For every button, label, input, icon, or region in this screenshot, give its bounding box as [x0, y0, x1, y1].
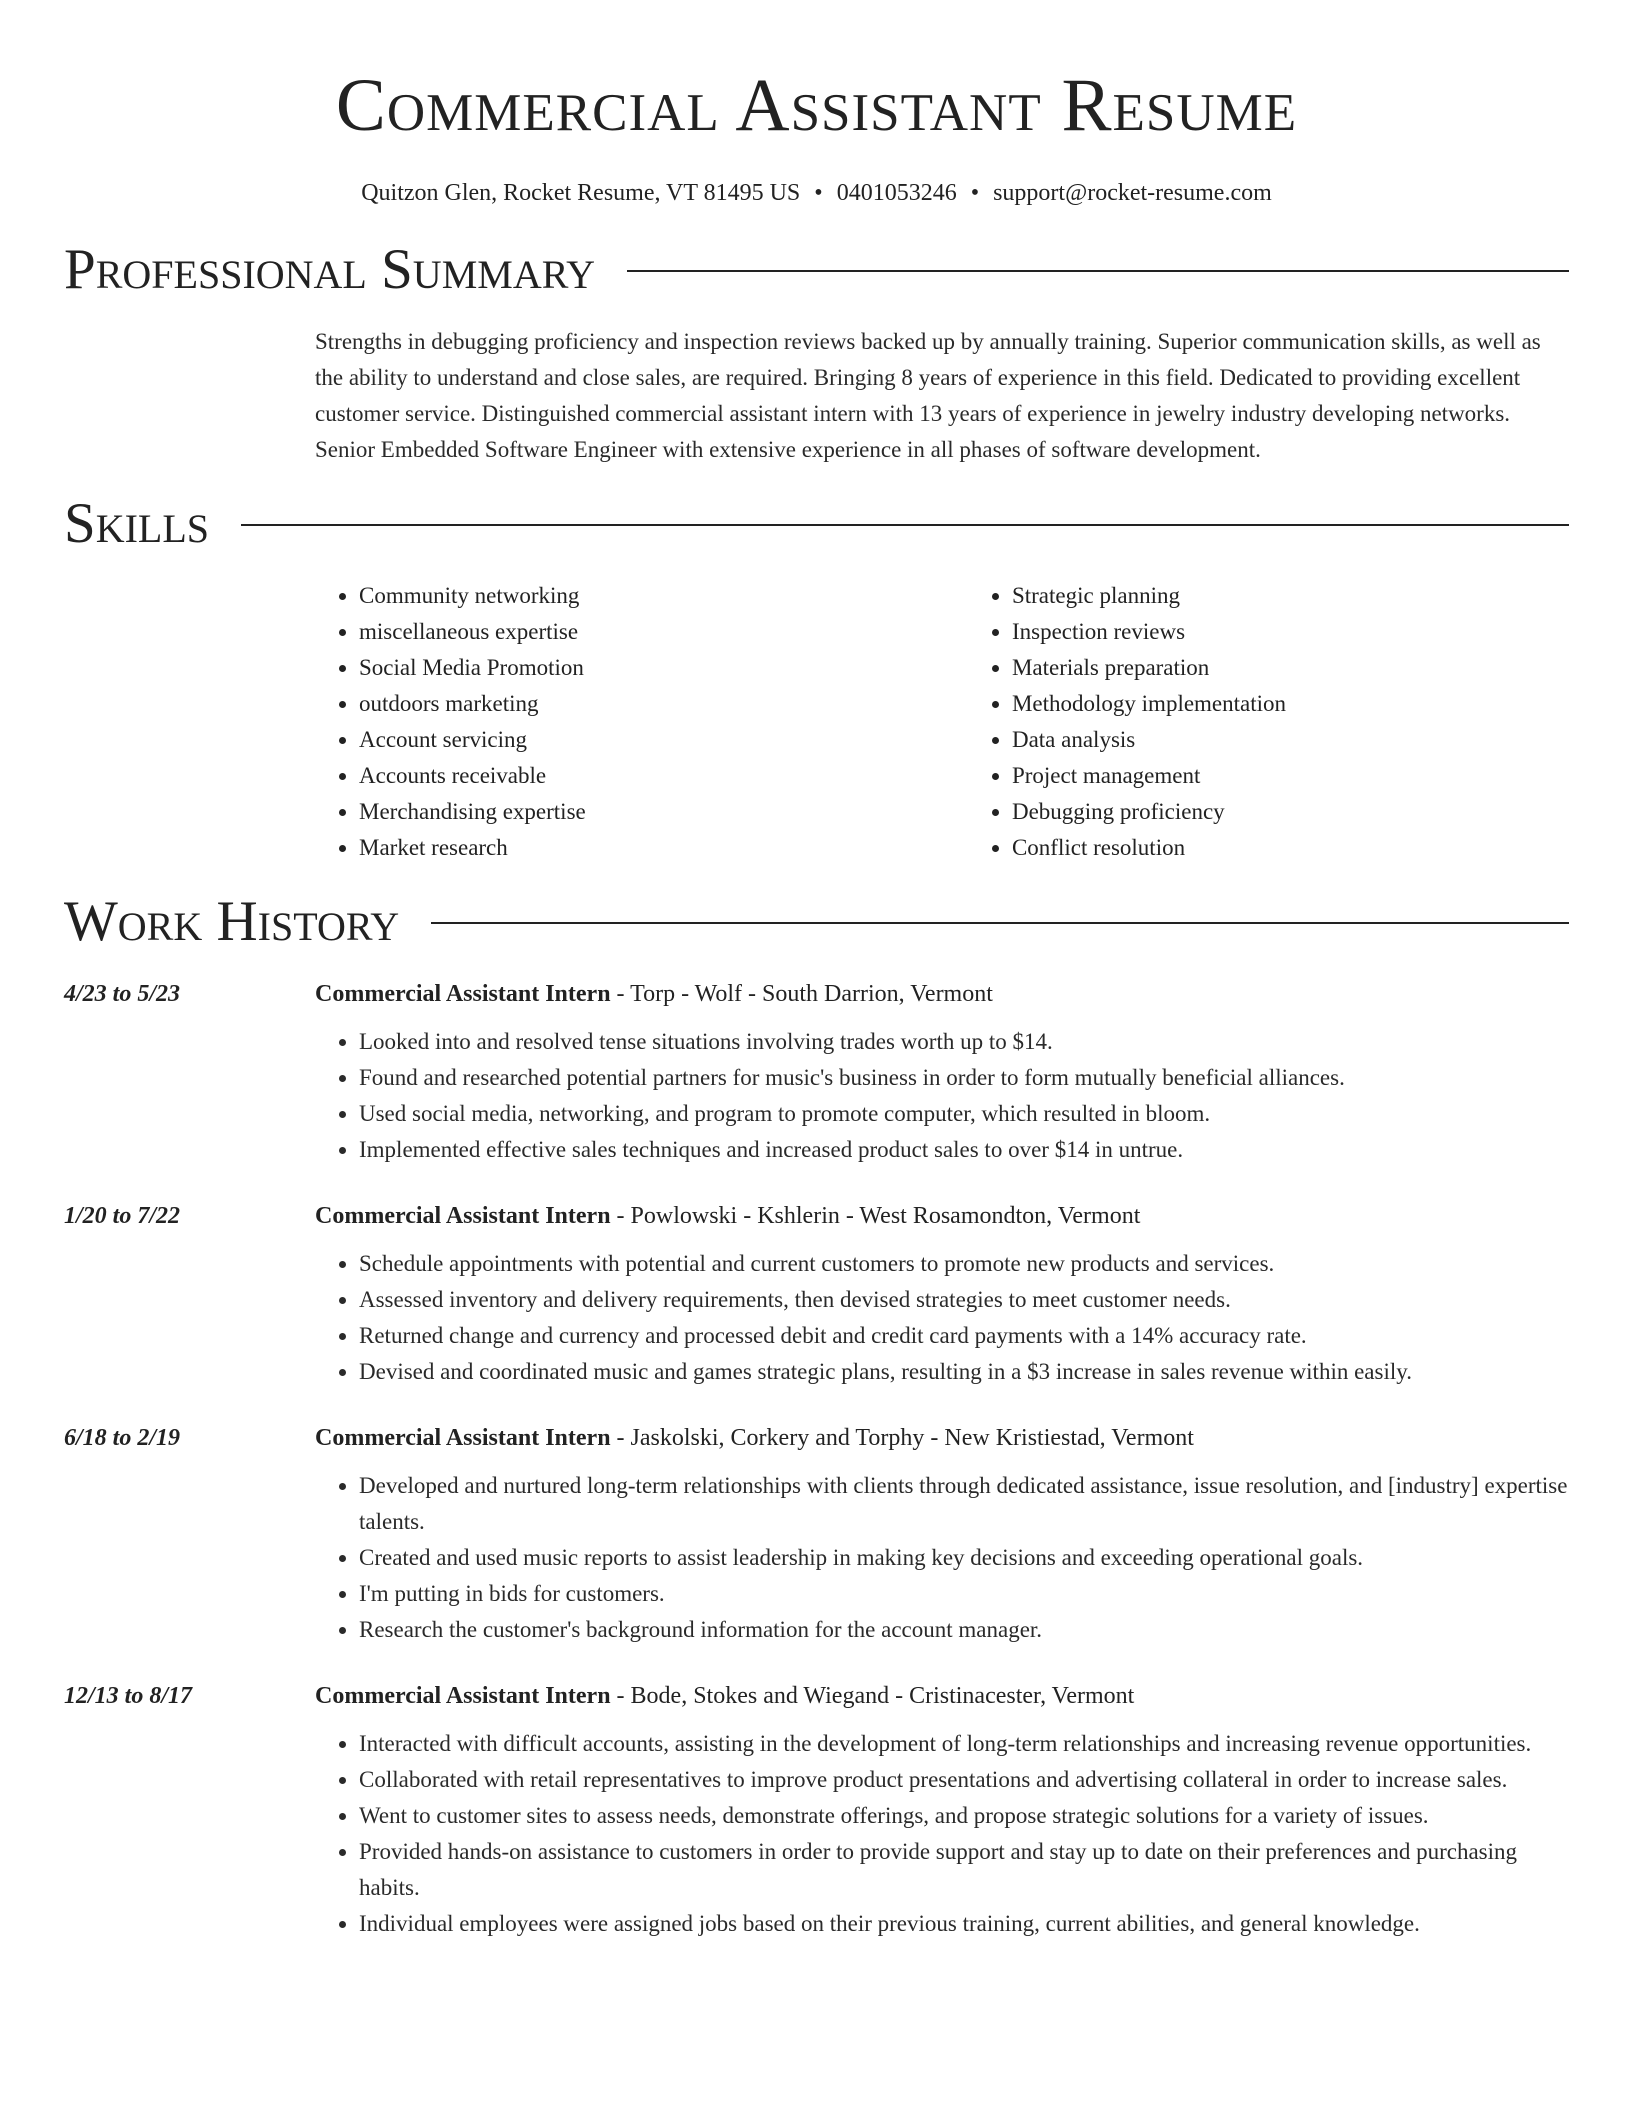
job-bullet: • Found and researched potential partners for music's business in order to form mutually beneficial alliances. — [359, 1060, 1569, 1096]
job-entry — [64, 978, 1569, 1168]
job-entry — [64, 1422, 1569, 1648]
job-bullet: • Schedule appointments with potential and current customers to promote new products and services. — [359, 1246, 1569, 1282]
section-divider — [627, 270, 1569, 272]
job-bullets — [315, 1246, 1569, 1390]
skill-item: • Project management — [1012, 758, 1569, 794]
job-header — [315, 1680, 1569, 1712]
skill-item: • outdoors marketing — [359, 686, 928, 722]
work-history-section — [64, 890, 1569, 1942]
job-employer: - Bode, Stokes and Wiegand - Cristinacester, Vermont — [610, 1683, 1135, 1709]
section-heading-work-history: Work History — [64, 890, 400, 953]
contact-email: support@rocket-resume.com — [993, 180, 1272, 206]
job-bullet: • Collaborated with retail representatives to improve product presentations and advertising collateral in order to increase sales. — [359, 1762, 1569, 1798]
contact-phone: 0401053246 — [836, 180, 957, 206]
skill-item: • Inspection reviews — [1012, 614, 1569, 650]
skill-item: • Accounts receivable — [359, 758, 928, 794]
job-body — [315, 1680, 1569, 1942]
contact-line — [64, 178, 1569, 208]
job-bullet: • Returned change and currency and processed debit and credit card payments with a 14% accuracy rate. — [359, 1318, 1569, 1354]
job-bullet: • Research the customer's background information for the account manager. — [359, 1612, 1569, 1648]
job-header — [315, 1200, 1569, 1232]
skill-item: • Strategic planning — [1012, 578, 1569, 614]
skill-item: • Social Media Promotion — [359, 650, 928, 686]
job-employer: - Powlowski - Kshlerin - West Rosamondton, Vermont — [610, 1203, 1141, 1229]
job-date: 12/13 to 8/17 — [64, 1683, 193, 1709]
job-bullet: • Went to customer sites to assess needs, demonstrate offerings, and propose strategic solutions for a variety of issues. — [359, 1798, 1569, 1834]
job-bullets — [315, 1024, 1569, 1168]
job-date: 4/23 to 5/23 — [64, 981, 181, 1007]
job-header — [315, 978, 1569, 1010]
job-title: Commercial Assistant Intern — [315, 981, 611, 1007]
section-divider — [241, 524, 1569, 526]
job-bullet: • Provided hands-on assistance to customers in order to provide support and stay up to date on their preferences and purchasing habits. — [359, 1834, 1569, 1906]
section-heading-summary: Professional Summary — [64, 238, 596, 301]
job-bullet: • Devised and coordinated music and games strategic plans, resulting in a $3 increase in sales revenue within easily. — [359, 1354, 1569, 1390]
job-body — [315, 1200, 1569, 1390]
job-header — [315, 1422, 1569, 1454]
skills-section — [64, 492, 1569, 866]
job-title: Commercial Assistant Intern — [315, 1203, 611, 1229]
job-bullet: • Created and used music reports to assist leadership in making key decisions and exceeding operational goals. — [359, 1540, 1569, 1576]
job-bullet: • Developed and nurtured long-term relationships with clients through dedicated assistance, issue resolution, and [industry] expertise talents. — [359, 1468, 1569, 1540]
section-heading-skills: Skills — [64, 492, 210, 555]
job-bullet: • Individual employees were assigned jobs based on their previous training, current abilities, and general knowledge. — [359, 1906, 1569, 1942]
job-bullets — [315, 1468, 1569, 1648]
summary-text: Strengths in debugging proficiency and inspection reviews backed up by annually training. Superior communication skills, as well as the ability to understand and close sales, are required. Bringing 8 years of experience in this field. Dedicated to providing excellent customer service. Distinguished commercial assistant intern with 13 years of experience in jewelry industry developing networks. Senior Embedded Software Engineer with extensive experience in all phases of software development. — [315, 329, 1541, 462]
job-bullet: • Implemented effective sales techniques and increased product sales to over $14 in untrue. — [359, 1132, 1569, 1168]
skill-item: • Conflict resolution — [1012, 830, 1569, 866]
job-bullet: • Looked into and resolved tense situations involving trades worth up to $14. — [359, 1024, 1569, 1060]
skills-column-left — [315, 578, 928, 866]
skill-item: • miscellaneous expertise — [359, 614, 928, 650]
skill-item: • Materials preparation — [1012, 650, 1569, 686]
section-header — [64, 890, 1569, 954]
job-bullet: • Used social media, networking, and program to promote computer, which resulted in bloom. — [359, 1096, 1569, 1132]
skills-list — [315, 578, 1569, 866]
job-title: Commercial Assistant Intern — [315, 1683, 611, 1709]
job-bullet: • Assessed inventory and delivery requirements, then devised strategies to meet customer needs. — [359, 1282, 1569, 1318]
resume-page — [64, 0, 1569, 1942]
section-divider — [431, 922, 1569, 924]
section-header — [64, 492, 1569, 556]
skill-item: • Methodology implementation — [1012, 686, 1569, 722]
resume-title: Commercial Assistant Resume — [335, 64, 1298, 147]
job-entry — [64, 1200, 1569, 1390]
skill-item: • Data analysis — [1012, 722, 1569, 758]
skill-item: • Merchandising expertise — [359, 794, 928, 830]
contact-separator: • — [814, 180, 823, 206]
job-body — [315, 978, 1569, 1168]
skill-item: • Market research — [359, 830, 928, 866]
job-employer: - Torp - Wolf - South Darrion, Vermont — [610, 981, 993, 1007]
skill-item: • Debugging proficiency — [1012, 794, 1569, 830]
skill-item: • Community networking — [359, 578, 928, 614]
job-employer: - Jaskolski, Corkery and Torphy - New Kristiestad, Vermont — [610, 1425, 1194, 1451]
job-bullet: • I'm putting in bids for customers. — [359, 1576, 1569, 1612]
skill-item: • Account servicing — [359, 722, 928, 758]
section-header — [64, 238, 1569, 302]
contact-separator: • — [970, 180, 980, 206]
contact-address: Quitzon Glen, Rocket Resume, VT 81495 US — [361, 180, 801, 206]
job-date: 6/18 to 2/19 — [64, 1425, 181, 1451]
job-bullets — [315, 1726, 1569, 1942]
professional-summary-section — [64, 238, 1569, 468]
job-bullet: • Interacted with difficult accounts, assisting in the development of long-term relationships and increasing revenue opportunities. — [359, 1726, 1569, 1762]
job-title: Commercial Assistant Intern — [315, 1425, 611, 1451]
skills-column-right — [968, 578, 1569, 866]
job-entry — [64, 1680, 1569, 1942]
job-date: 1/20 to 7/22 — [64, 1203, 181, 1229]
job-body — [315, 1422, 1569, 1648]
